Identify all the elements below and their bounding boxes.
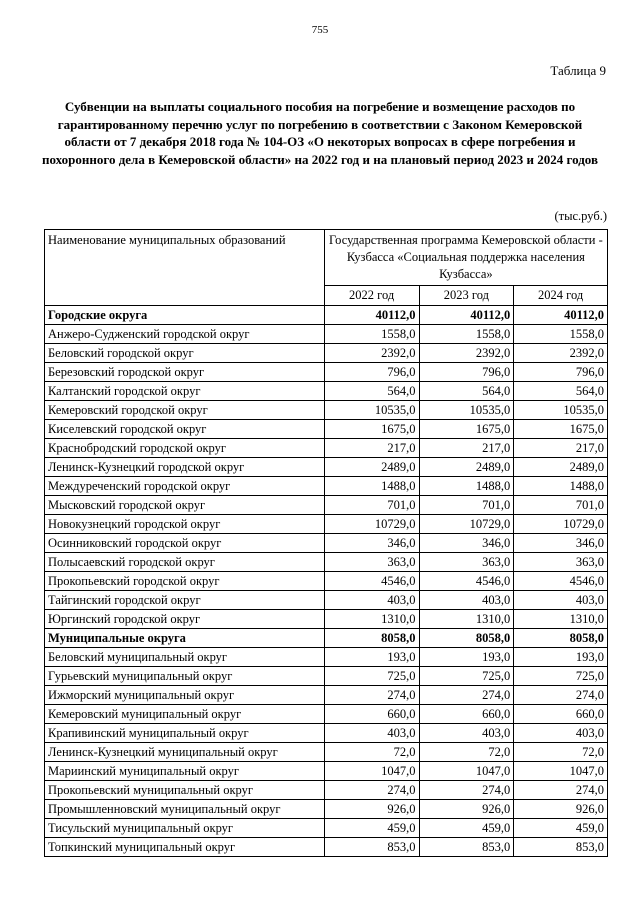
- subventions-table: [44, 229, 608, 857]
- amount-2022: 1488,0: [324, 477, 419, 496]
- amount-2024: 853,0: [514, 838, 608, 857]
- table-group-row: [45, 629, 608, 648]
- municipality-name: Муниципальные округа: [45, 629, 325, 648]
- amount-2022: 72,0: [324, 743, 419, 762]
- amount-2024: 564,0: [514, 382, 608, 401]
- amount-2022: 346,0: [324, 534, 419, 553]
- amount-2022: 10729,0: [324, 515, 419, 534]
- table-row: [45, 534, 608, 553]
- header-year-2024: 2024 год: [514, 286, 608, 306]
- amount-2022: 660,0: [324, 705, 419, 724]
- municipality-name: Беловский муниципальный округ: [45, 648, 325, 667]
- table-row: [45, 800, 608, 819]
- amount-2023: 346,0: [419, 534, 514, 553]
- header-year-2022: 2022 год: [324, 286, 419, 306]
- amount-2024: 72,0: [514, 743, 608, 762]
- municipality-name: Мысковский городской округ: [45, 496, 325, 515]
- amount-2022: 564,0: [324, 382, 419, 401]
- amount-2023: 1047,0: [419, 762, 514, 781]
- amount-2023: 10535,0: [419, 401, 514, 420]
- municipality-name: Осинниковский городской округ: [45, 534, 325, 553]
- amount-2023: 10729,0: [419, 515, 514, 534]
- table-row: [45, 724, 608, 743]
- amount-2024: 4546,0: [514, 572, 608, 591]
- table-row: [45, 420, 608, 439]
- amount-2022: 853,0: [324, 838, 419, 857]
- amount-2023: 274,0: [419, 686, 514, 705]
- header-name: Наименование муниципальных образований: [45, 230, 325, 306]
- municipality-name: Междуреченский городской округ: [45, 477, 325, 496]
- table-row: [45, 344, 608, 363]
- amount-2022: 1558,0: [324, 325, 419, 344]
- amount-2022: 274,0: [324, 781, 419, 800]
- amount-2022: 1675,0: [324, 420, 419, 439]
- municipality-name: Ижморский муниципальный округ: [45, 686, 325, 705]
- table-row: [45, 686, 608, 705]
- amount-2024: 926,0: [514, 800, 608, 819]
- amount-2023: 403,0: [419, 724, 514, 743]
- amount-2024: 403,0: [514, 724, 608, 743]
- amount-2024: 193,0: [514, 648, 608, 667]
- table-row: [45, 458, 608, 477]
- amount-2024: 274,0: [514, 686, 608, 705]
- amount-2023: 660,0: [419, 705, 514, 724]
- amount-2023: 725,0: [419, 667, 514, 686]
- municipality-name: Краснобродский городской округ: [45, 439, 325, 458]
- page-number: 755: [311, 24, 329, 36]
- municipality-name: Мариинский муниципальный округ: [45, 762, 325, 781]
- municipality-name: Калтанский городской округ: [45, 382, 325, 401]
- amount-2023: 217,0: [419, 439, 514, 458]
- table-row: [45, 591, 608, 610]
- municipality-name: Прокопьевский городской округ: [45, 572, 325, 591]
- amount-2023: 459,0: [419, 819, 514, 838]
- table-row: [45, 553, 608, 572]
- amount-2024: 40112,0: [514, 306, 608, 325]
- amount-2024: 1675,0: [514, 420, 608, 439]
- table-row: [45, 496, 608, 515]
- table-row: [45, 382, 608, 401]
- municipality-name: Беловский городской округ: [45, 344, 325, 363]
- municipality-name: Анжеро-Судженский городской округ: [45, 325, 325, 344]
- table-row: [45, 572, 608, 591]
- municipality-name: Кемеровский муниципальный округ: [45, 705, 325, 724]
- table-row: [45, 705, 608, 724]
- amount-2023: 193,0: [419, 648, 514, 667]
- table-row: [45, 762, 608, 781]
- amount-2022: 1047,0: [324, 762, 419, 781]
- amount-2024: 796,0: [514, 363, 608, 382]
- amount-2023: 564,0: [419, 382, 514, 401]
- amount-2022: 2392,0: [324, 344, 419, 363]
- amount-2022: 725,0: [324, 667, 419, 686]
- amount-2024: 10535,0: [514, 401, 608, 420]
- municipality-name: Прокопьевский муниципальный округ: [45, 781, 325, 800]
- amount-2023: 853,0: [419, 838, 514, 857]
- municipality-name: Юргинский городской округ: [45, 610, 325, 629]
- municipality-name: Промышленновский муниципальный округ: [45, 800, 325, 819]
- table-row: [45, 610, 608, 629]
- header-program: Государственная программа Кемеровской области - Кузбасса «Социальная поддержка населения Кузбасса»: [324, 230, 607, 286]
- table-body: [45, 306, 608, 857]
- header-year-2023: 2023 год: [419, 286, 514, 306]
- table-row: [45, 401, 608, 420]
- amount-2022: 10535,0: [324, 401, 419, 420]
- table-row: [45, 838, 608, 857]
- amount-2022: 403,0: [324, 724, 419, 743]
- municipality-name: Ленинск-Кузнецкий городской округ: [45, 458, 325, 477]
- amount-2023: 926,0: [419, 800, 514, 819]
- amount-2024: 1047,0: [514, 762, 608, 781]
- amount-2022: 193,0: [324, 648, 419, 667]
- table-row: [45, 819, 608, 838]
- amount-2022: 8058,0: [324, 629, 419, 648]
- amount-2024: 725,0: [514, 667, 608, 686]
- table-group-row: [45, 306, 608, 325]
- amount-2022: 701,0: [324, 496, 419, 515]
- amount-2022: 926,0: [324, 800, 419, 819]
- document-title: Субвенции на выплаты социального пособия на погребение и возмещение расходов по гарантированному перечню услуг по погребению в соответствии с Законом Кемеровской области от 7 декабря 2018 года № 104-ОЗ «О некоторых вопросах в сфере погребения и похоронного дела в Кемеровской области» на 2022 год и на плановый период 2023 и 2024 годов: [42, 99, 598, 167]
- amount-2022: 217,0: [324, 439, 419, 458]
- amount-2024: 1488,0: [514, 477, 608, 496]
- amount-2024: 1558,0: [514, 325, 608, 344]
- amount-2024: 403,0: [514, 591, 608, 610]
- amount-2023: 363,0: [419, 553, 514, 572]
- municipality-name: Ленинск-Кузнецкий муниципальный округ: [45, 743, 325, 762]
- table-row: [45, 515, 608, 534]
- amount-2024: 2489,0: [514, 458, 608, 477]
- municipality-name: Полысаевский городской округ: [45, 553, 325, 572]
- amount-2024: 8058,0: [514, 629, 608, 648]
- amount-2024: 459,0: [514, 819, 608, 838]
- amount-2024: 701,0: [514, 496, 608, 515]
- amount-2024: 363,0: [514, 553, 608, 572]
- amount-2024: 2392,0: [514, 344, 608, 363]
- amount-2023: 1488,0: [419, 477, 514, 496]
- municipality-name: Тисульский муниципальный округ: [45, 819, 325, 838]
- amount-2023: 1310,0: [419, 610, 514, 629]
- amount-2022: 1310,0: [324, 610, 419, 629]
- municipality-name: Кемеровский городской округ: [45, 401, 325, 420]
- table-row: [45, 439, 608, 458]
- table-row: [45, 781, 608, 800]
- municipality-name: Тайгинский городской округ: [45, 591, 325, 610]
- municipality-name: Киселевский городской округ: [45, 420, 325, 439]
- amount-2022: 796,0: [324, 363, 419, 382]
- table-row: [45, 325, 608, 344]
- amount-2022: 4546,0: [324, 572, 419, 591]
- amount-2024: 217,0: [514, 439, 608, 458]
- amount-2024: 346,0: [514, 534, 608, 553]
- amount-2024: 274,0: [514, 781, 608, 800]
- municipality-name: Топкинский муниципальный округ: [45, 838, 325, 857]
- amount-2023: 701,0: [419, 496, 514, 515]
- table-row: [45, 477, 608, 496]
- amount-2023: 1675,0: [419, 420, 514, 439]
- municipality-name: Гурьевский муниципальный округ: [45, 667, 325, 686]
- amount-2022: 403,0: [324, 591, 419, 610]
- amount-2022: 2489,0: [324, 458, 419, 477]
- municipality-name: Городские округа: [45, 306, 325, 325]
- amount-2023: 1558,0: [419, 325, 514, 344]
- municipality-name: Новокузнецкий городской округ: [45, 515, 325, 534]
- amount-2023: 2489,0: [419, 458, 514, 477]
- table-row: [45, 743, 608, 762]
- amount-2023: 8058,0: [419, 629, 514, 648]
- amount-2023: 40112,0: [419, 306, 514, 325]
- table-row: [45, 363, 608, 382]
- table-row: [45, 667, 608, 686]
- municipality-name: Крапивинский муниципальный округ: [45, 724, 325, 743]
- amount-2022: 459,0: [324, 819, 419, 838]
- amount-2022: 363,0: [324, 553, 419, 572]
- amount-2023: 4546,0: [419, 572, 514, 591]
- table-row: [45, 648, 608, 667]
- amount-2023: 796,0: [419, 363, 514, 382]
- amount-2024: 660,0: [514, 705, 608, 724]
- amount-2024: 10729,0: [514, 515, 608, 534]
- amount-2023: 274,0: [419, 781, 514, 800]
- amount-2022: 40112,0: [324, 306, 419, 325]
- amount-2022: 274,0: [324, 686, 419, 705]
- amount-2023: 403,0: [419, 591, 514, 610]
- table-label: Таблица 9: [550, 63, 606, 78]
- amount-2024: 1310,0: [514, 610, 608, 629]
- units-label: (тыс.руб.): [554, 209, 607, 223]
- amount-2023: 72,0: [419, 743, 514, 762]
- amount-2023: 2392,0: [419, 344, 514, 363]
- municipality-name: Березовский городской округ: [45, 363, 325, 382]
